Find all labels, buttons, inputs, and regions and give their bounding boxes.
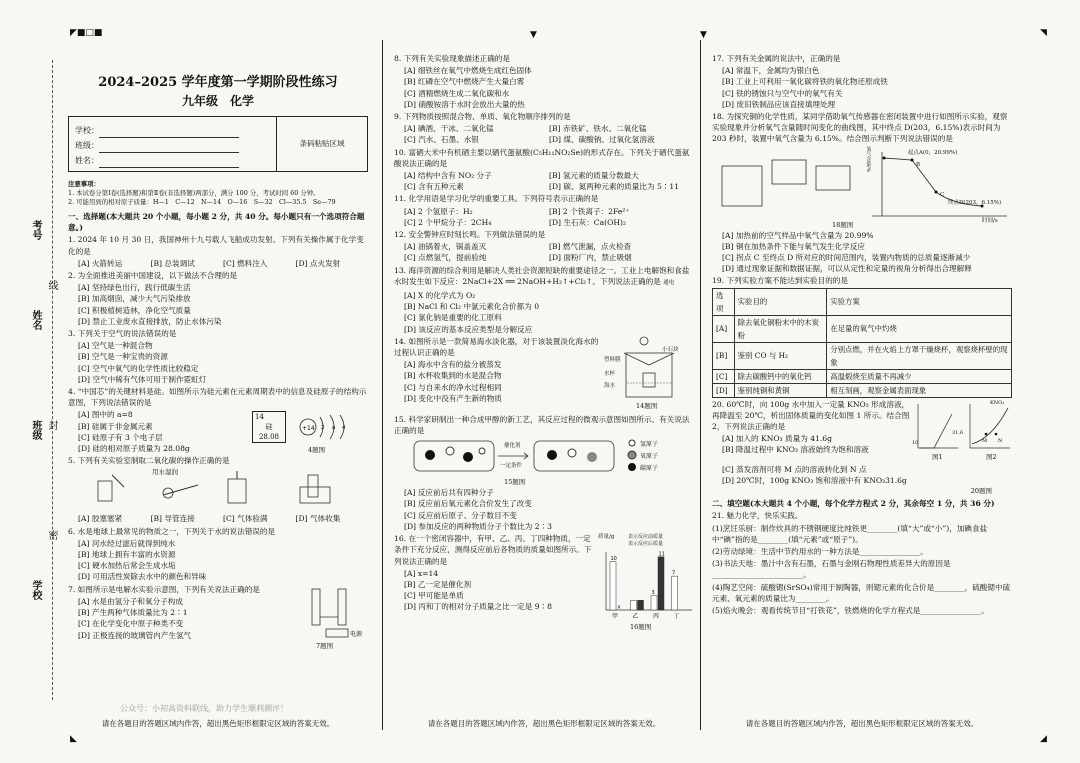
q2-option-a[interactable]: [A] 坚持绿色出行，践行低碳生活 bbox=[78, 283, 191, 293]
q14-figure-caption: 14题图 bbox=[636, 401, 658, 410]
svg-text:4: 4 bbox=[342, 425, 346, 432]
q1-option-c[interactable]: [C] 燃料注入 bbox=[223, 258, 268, 268]
q19-cell: [B] bbox=[713, 342, 735, 369]
q7-option-a[interactable]: [A] 水是由氢分子和氧分子构成 bbox=[78, 596, 183, 606]
q13-option-a[interactable]: [A] X 的化学式为 O₂ bbox=[404, 291, 476, 301]
q17-option-b[interactable]: [B] 工业上可利用一氧化碳将铁的氧化物还原成铁 bbox=[722, 77, 888, 87]
q19-header-plan: 实验方案 bbox=[827, 288, 1012, 315]
q21-part-5[interactable]: (5)焰火晚会：观看传统节目“打铁花”，铁燃烧的化学方程式是________________。 bbox=[712, 606, 989, 616]
desalinator-drawing bbox=[604, 335, 694, 401]
q14-figure bbox=[604, 335, 694, 413]
watermark: 公众号：小初高资料联线，助力学生顺利测评！ bbox=[120, 704, 288, 713]
q15-figure-caption: 15题图 bbox=[504, 478, 526, 487]
q16-figure-caption: 16题图 bbox=[630, 623, 652, 632]
q14-option-a[interactable]: [A] 海水中含有的盐分被蒸发 bbox=[404, 360, 502, 370]
q9-option-c[interactable]: [C] 汽水、石墨、水银 bbox=[404, 135, 479, 145]
q10-option-d[interactable]: [D] 碳、氮两种元素的质量比为 5∶11 bbox=[549, 182, 680, 192]
q16-category-label: 丙 bbox=[653, 613, 660, 621]
q14-block bbox=[394, 335, 694, 413]
legend-carbon: 碳原子 bbox=[640, 465, 659, 473]
q7-option-c[interactable]: [C] 在化学变化中原子种类不变 bbox=[78, 619, 184, 629]
corner-mark: ◣ bbox=[70, 734, 77, 744]
si-mass: 28.08 bbox=[258, 433, 280, 442]
question-14: 14. 如图所示是一款简易海水淡化器，对于该装置淡化海水的过程认识正确的是 bbox=[394, 336, 599, 358]
q3-option-d[interactable]: [D] 空气中稀有气体可用于制作霓虹灯 bbox=[78, 374, 207, 384]
legend-oxygen: 氧原子 bbox=[640, 453, 659, 461]
q5-water-note: 用水湿润 bbox=[152, 468, 178, 477]
q16-legend-before: 表示反应前质量 bbox=[628, 534, 664, 541]
q13-text: 13. 海洋资源的综合利用是解决人类社会资源短缺的重要途径之一。工业上电解饱和食盐水时发生如下反应：2NaCl+2X ══ 2NaOH+H₂↑+Cl₂↑。下列说法正确的是 bbox=[394, 265, 690, 286]
question-11: 11. 化学用语是学习化学的重要工具。下列符号表示正确的是 bbox=[394, 194, 599, 204]
q16-data-label: x bbox=[617, 604, 621, 611]
q16-bar bbox=[658, 557, 664, 610]
q13-option-c[interactable]: [C] 氯化钠是重要的化工原料 bbox=[404, 313, 502, 323]
q4-figure-caption: 4题图 bbox=[308, 446, 326, 455]
corner-mark: ◥ bbox=[1040, 28, 1047, 38]
q11-option-a[interactable]: [A] 2 个氢原子：H₂ bbox=[404, 206, 473, 216]
question-4: 4. “中国芯”的关键材料是硅。如图所示为硅元素在元素周期表中的信息及硅原子的结构示意图，下列说法错误的是 bbox=[68, 387, 367, 408]
q10-option-b[interactable]: [B] 氢元素的质量分数最大 bbox=[549, 171, 639, 181]
q1-option-b[interactable]: [B] 总装调试 bbox=[150, 258, 195, 268]
side-kaohao: 考号 bbox=[30, 220, 41, 240]
q7-block bbox=[68, 583, 368, 650]
q16-chart bbox=[598, 532, 694, 632]
q20-fig2: 图2 bbox=[986, 452, 997, 461]
barcode-area: 条码粘贴区域 bbox=[276, 117, 367, 171]
q18-xlabel: 时间/s bbox=[982, 217, 998, 224]
q5-apparatus-drawings bbox=[68, 467, 368, 505]
q14-film-label: 塑料膜 bbox=[604, 356, 621, 363]
q5-option-b[interactable]: [B] 导管连接 bbox=[150, 514, 195, 524]
q19-cell: 除去碳酸钙中的氧化钙 bbox=[734, 369, 827, 383]
svg-text:2: 2 bbox=[321, 425, 325, 432]
q16-category-label: 乙 bbox=[632, 613, 639, 621]
q3-option-c[interactable]: [C] 空气中氧气的化学性质比较稳定 bbox=[78, 363, 199, 373]
q16-data-label: 10 bbox=[610, 556, 617, 563]
q2-option-c[interactable]: [C] 积极植树造林，净化空气质量 bbox=[78, 305, 191, 315]
q18-option-b[interactable]: [B] 铜在加热条件下能与氧气发生化学反应 bbox=[722, 241, 866, 251]
q14-cup-label: 水杯 bbox=[604, 370, 616, 377]
q19-cell: 高温煅烧至质量不再减少 bbox=[827, 369, 1012, 383]
q16-block bbox=[394, 532, 694, 632]
q20-value-316: 31.6 bbox=[952, 429, 964, 436]
q16-bar bbox=[638, 600, 644, 610]
q19-cell: 除去氧化铜粉末中的木炭粉 bbox=[734, 315, 827, 342]
q5-options bbox=[68, 513, 368, 524]
q6-option-c[interactable]: [C] 硬水加热后常会生成水垢 bbox=[78, 561, 176, 571]
q8-option-c[interactable]: [C] 酒精燃烧生成二氧化碳和水 bbox=[404, 88, 510, 98]
column-3 bbox=[712, 52, 1012, 617]
q20-kno3-label: KNO₃ bbox=[990, 399, 1005, 406]
q18-figure-caption: 18题图 bbox=[832, 220, 854, 229]
note-1: 1. 本试卷分第Ⅰ卷(选择题)和第Ⅱ卷(非选择题)两部分，满分 100 分，考试时间 60 分钟。 bbox=[68, 189, 320, 197]
q16-category-label: 丁 bbox=[673, 613, 680, 621]
q3-option-b[interactable]: [B] 空气是一种宝贵的资源 bbox=[78, 352, 168, 362]
school-field[interactable] bbox=[99, 128, 239, 138]
q3-option-a[interactable]: [A] 空气是一种混合物 bbox=[78, 341, 153, 351]
svg-text:+14: +14 bbox=[302, 425, 315, 433]
question-12: 12. 安全警钟应时刻长鸣。下列做法错误的是 bbox=[394, 230, 546, 240]
question-17: 17. 下列有关金属的说法中，正确的是 bbox=[712, 54, 841, 63]
q18-point-b: B bbox=[916, 161, 921, 168]
question-7: 7. 如图所示是电解水实验示意图，下列有关说法正确的是 bbox=[68, 584, 260, 594]
q20-option-d[interactable]: [D] 20℃时，100g KNO₃ 饱和溶液中有 KNO₃31.6g bbox=[722, 475, 907, 485]
table-row[interactable] bbox=[713, 383, 1012, 397]
question-13 bbox=[394, 265, 694, 289]
q5-option-a[interactable]: [A] 胶塞塞紧 bbox=[78, 514, 123, 524]
school-label: 学校： bbox=[75, 126, 99, 135]
q19-cell: [D] bbox=[713, 383, 735, 397]
q20-option-b[interactable]: [B] 降温过程中 KNO₃ 溶液始终为饱和溶液 bbox=[722, 445, 869, 455]
q18-point-c: C bbox=[940, 191, 945, 198]
question-9: 9. 下列物质按照混合物、单质、氧化物顺序排列的是 bbox=[394, 112, 571, 122]
q7-option-b[interactable]: [B] 产生两种气体质量比为 2∶1 bbox=[78, 608, 188, 618]
question-2: 2. 为全面推进美丽中国建设，以下做法不合理的是 bbox=[68, 271, 238, 281]
q20-value-10: 10 bbox=[912, 439, 919, 446]
q16-axis bbox=[606, 552, 692, 610]
corner-mark: ◤■□■ bbox=[70, 28, 103, 38]
q16-ylabel: 质量/g bbox=[598, 534, 615, 541]
center-mark: ▼ bbox=[700, 30, 707, 40]
section-2-heading: 二、填空题(本大题共 4 个小题，每个化学方程式 2 分，其余每空 1 分，共 36 分) bbox=[712, 499, 995, 509]
q15-option-b[interactable]: [B] 反应前后氧元素化合价发生了改变 bbox=[404, 499, 532, 509]
q6-option-d[interactable]: [D] 可用活性炭除去水中的颜色和异味 bbox=[78, 572, 207, 582]
q9-option-b[interactable]: [B] 赤铁矿、铁水、二氧化锰 bbox=[549, 124, 647, 134]
side-xingming: 姓名 bbox=[30, 310, 41, 330]
footer-col2: 请在各题目的答题区域内作答，超出黑色矩形框限定区域的答案无效。 bbox=[427, 719, 661, 728]
q18-option-a[interactable]: [A] 加热前的空气样品中氧气含量为 20.99% bbox=[722, 230, 874, 240]
q20-point-n: N bbox=[998, 437, 1003, 444]
side-mi: 密 bbox=[46, 530, 57, 540]
q4-option-a[interactable]: [A] 图中的 a=8 bbox=[78, 410, 133, 420]
q5-option-d[interactable]: [D] 气体收集 bbox=[295, 514, 341, 524]
q14-option-b[interactable]: [B] 水杯收集到的水是混合物 bbox=[404, 371, 502, 381]
q12-option-a[interactable]: [A] 油锅着火，锅盖盖灭 bbox=[404, 242, 487, 252]
q14-option-d[interactable]: [D] 变化中没有产生新的物质 bbox=[404, 393, 502, 403]
section-1-heading: 一、选择题(本大题共 20 个小题，每小题 2 分，共 40 分。每小题只有一个选项符合题意。) bbox=[68, 212, 365, 233]
q16-bar bbox=[672, 576, 678, 610]
q16-option-c[interactable]: [C] 甲可能是单质 bbox=[404, 591, 464, 601]
q21-part-3[interactable]: (3)书法天地：墨汁中含有石墨，石墨与金刚石物理性质差异大的原因是________________________。 bbox=[712, 559, 951, 580]
q16-data-label: 11 bbox=[658, 551, 665, 558]
q16-option-b[interactable]: [B] 乙一定是催化剂 bbox=[404, 579, 472, 589]
q16-legend-after: 表示反应后质量 bbox=[628, 541, 664, 548]
q18-point-a: 起点A(0，20.99%) bbox=[908, 149, 958, 156]
q19-table bbox=[712, 288, 1012, 398]
note-2: 2. 可能用到的相对原子质量：H—1 C—12 N—14 O—16 S—32 Cl—35.5 Se—79 bbox=[68, 198, 336, 206]
q17-option-a[interactable]: [A] 常温下，金属均为银白色 bbox=[722, 66, 820, 76]
question-15: 15. 科学家研制出一种合成甲醇的新工艺，其反应过程的微观示意图如图所示。有关说法正确的是 bbox=[394, 414, 690, 436]
q16-data-label: 3 bbox=[651, 590, 655, 597]
q19-cell: 鉴别 CO 与 H₂ bbox=[734, 342, 827, 369]
name-field[interactable] bbox=[99, 158, 239, 168]
side-xian: 线 bbox=[46, 280, 57, 290]
exam-title: 2024–2025 学年度第一学期阶段性练习 bbox=[98, 75, 338, 90]
q20-figure bbox=[912, 398, 1012, 464]
q17-option-d[interactable]: [D] 废旧铁制品应该直接填埋处理 bbox=[722, 99, 836, 109]
side-feng: 封 bbox=[46, 420, 57, 430]
student-info-box bbox=[68, 116, 368, 172]
legend-hydrogen: 氢原子 bbox=[640, 441, 659, 449]
question-3: 3. 下列关于空气的说法错误的是 bbox=[68, 329, 177, 339]
question-5: 5. 下列有关实验室制取二氧化碳的操作正确的是 bbox=[68, 456, 230, 466]
q20-option-a[interactable]: [A] 加入的 KNO₃ 质量为 41.6g bbox=[722, 434, 832, 444]
q16-option-a[interactable]: [A] x=14 bbox=[404, 568, 439, 578]
notes bbox=[68, 180, 368, 207]
q10-option-a[interactable]: [A] 结构中含有 NO₂ 分子 bbox=[404, 171, 492, 181]
q11-option-b[interactable]: [B] 2 个铁离子：2Fe²⁺ bbox=[549, 206, 630, 216]
name-label: 姓名： bbox=[75, 156, 99, 165]
q19-header-option: 选项 bbox=[713, 288, 735, 315]
q16-bar-chart bbox=[598, 546, 694, 622]
corner-mark: ◢ bbox=[1040, 734, 1047, 744]
question-18: 18. 为探究铜的化学性质，某同学借助氧气传感器在密闭装置中进行如图所示实验，观察实验现象并分析氧气含量随时间变化的曲线图，其中终点 D(203，6.15%)表示时间为 203 秒时，装置中氧气含量为 6.15%。结合图示判断下列说法错误的是 bbox=[712, 112, 1008, 144]
question-10: 10. 富硒大米中有机硒主要以硒代蛋氨酸(C₅H₁₁NO₂Se)的形式存在。下列关于硒代蛋氨酸说法正确的是 bbox=[394, 147, 690, 168]
q20-figure-caption: 20题图 bbox=[970, 487, 992, 496]
class-field[interactable] bbox=[99, 143, 239, 153]
q4-figure bbox=[248, 409, 368, 454]
q16-bar bbox=[610, 562, 616, 610]
q19-cell: 分别点燃，并在火焰上方罩干燥烧杯，观察烧杯壁的现象 bbox=[827, 342, 1012, 369]
q12-option-b[interactable]: [B] 燃气泄漏，点火检查 bbox=[549, 242, 632, 252]
q13-condition: 通电 bbox=[663, 279, 675, 286]
q21-part-4[interactable]: (4)陶艺空间：硫酸锶(SrSO₄)常用于制陶器，则锶元素的化合价是________，硫酸锶中硫元素、氧元素的质量比为________。 bbox=[712, 582, 1011, 603]
q20-fig1: 图1 bbox=[932, 452, 943, 461]
q18-point-d: 终点D(203，6.15%) bbox=[948, 199, 1002, 206]
q15-catalyst: 催化剂 bbox=[504, 443, 521, 450]
q13-option-b[interactable]: [B] NaCl 和 Cl₂ 中氯元素化合价都为 0 bbox=[404, 302, 540, 312]
question-1: 1. 2024 年 10 月 30 日，我国神州十九号载人飞船成功发射。下列有关操作属于化学变化的是 bbox=[68, 235, 364, 256]
q21-part-2[interactable]: (2)劳动绿境：生活中节约用水的一种方法是________________。 bbox=[712, 547, 928, 557]
question-21: 21. 魅力化学，快乐实践。 bbox=[712, 511, 803, 521]
table-row[interactable] bbox=[713, 369, 1012, 383]
q15-option-d[interactable]: [D] 参加反应的两种物质分子个数比为 2∶3 bbox=[404, 521, 553, 531]
q2-option-b[interactable]: [B] 加高烟囱，减少大气污染排放 bbox=[78, 294, 191, 304]
q7-figure bbox=[298, 583, 368, 650]
q20-option-c[interactable]: [C] 蒸发溶剂可将 M 点的溶液转化到 N 点 bbox=[722, 464, 867, 474]
side-xuexiao: 学校 bbox=[30, 580, 41, 600]
si-atom-diagram bbox=[296, 409, 356, 445]
q20-point-m: M bbox=[982, 437, 988, 444]
q11-option-c[interactable]: [C] 2 个甲烷分子：2CH₄ bbox=[404, 217, 492, 227]
binding-line bbox=[52, 60, 53, 700]
q12-option-d[interactable]: [D] 面粉厂内，禁止吸烟 bbox=[549, 253, 632, 263]
column-1 bbox=[68, 52, 368, 650]
q15-option-a[interactable]: [A] 反应前后共有四种分子 bbox=[404, 488, 494, 498]
q20-block bbox=[712, 398, 1012, 464]
si-symbol: 硅 bbox=[265, 423, 273, 432]
q16-option-d[interactable]: [D] 丙和丁的相对分子质量之比一定是 9∶8 bbox=[404, 602, 553, 612]
q18-ylabel: 氧气含量/% bbox=[865, 145, 872, 173]
q8-option-b[interactable]: [B] 红磷在空气中燃烧产生大量白雾 bbox=[404, 77, 525, 87]
si-element-card bbox=[252, 411, 286, 443]
q1-option-d[interactable]: [D] 点火发射 bbox=[295, 258, 341, 268]
q5-figures bbox=[68, 467, 368, 513]
q15-condition: 一定条件 bbox=[500, 463, 523, 470]
q14-sea-label: 海水 bbox=[604, 382, 616, 389]
question-8: 8. 下列有关实验现象描述正确的是 bbox=[394, 54, 510, 63]
q16-data-label: 7 bbox=[672, 570, 676, 577]
q15-figure bbox=[394, 437, 694, 487]
notes-title: 注意事项： bbox=[68, 180, 100, 188]
q6-option-b[interactable]: [B] 地球上拥有丰富的水资源 bbox=[78, 550, 176, 560]
q18-option-c[interactable]: [C] 拐点 C 至终点 D 所对应的时间范围内，装置内物质的总质量逐渐减少 bbox=[722, 253, 971, 263]
table-row[interactable] bbox=[713, 315, 1012, 342]
q16-category-label: 甲 bbox=[612, 613, 619, 621]
q4-option-b[interactable]: [B] 硅属于非金属元素 bbox=[78, 421, 153, 431]
q19-header-goal: 实验目的 bbox=[734, 288, 827, 315]
q4-option-d[interactable]: [D] 硅的相对原子质量为 28.08g bbox=[78, 444, 190, 454]
class-label: 班级： bbox=[75, 141, 99, 150]
exam-subtitle: 九年级 化学 bbox=[181, 94, 254, 108]
q12-option-c[interactable]: [C] 点燃氢气，提前验纯 bbox=[404, 253, 487, 263]
q6-option-a[interactable]: [A] 河水经过滤后就得到纯水 bbox=[78, 538, 176, 548]
question-19: 19. 下列实验方案不能达到实验目的的是 bbox=[712, 276, 848, 286]
q11-option-d[interactable]: [D] 生石灰：Ca(OH)₂ bbox=[549, 217, 626, 227]
q14-stone-label: 小石块 bbox=[662, 346, 679, 353]
q2-option-d[interactable]: [D] 禁止工业废水直接排放，防止水体污染 bbox=[78, 316, 222, 326]
q15-option-c[interactable]: [C] 反应前后原子、分子数目不变 bbox=[404, 510, 517, 520]
si-number: 14 bbox=[255, 413, 264, 422]
center-mark: ▼ bbox=[530, 30, 537, 40]
q8-option-a[interactable]: [A] 细铁丝在氧气中燃烧生成红色固体 bbox=[404, 66, 532, 76]
q19-cell: 相互刻画，观察金属表面现象 bbox=[827, 383, 1012, 397]
question-6: 6. 水是地球上最常见的物质之一，下列关于水的说法错误的是 bbox=[68, 526, 276, 536]
q17-option-c[interactable]: [C] 铁的锈蚀只与空气中的氧气有关 bbox=[722, 88, 843, 98]
question-16: 16. 在一个密闭容器中，有甲、乙、丙、丁四种物质，一定条件下充分反应，测得反应前后各物质的质量如图所示。下列说法正确的是 bbox=[394, 534, 592, 566]
question-20: 20. 60℃时，向 100g 水中加入一定量 KNO₃ 形成溶液，再降温至 20℃，析出固体质量的变化如图 1 所示。结合图 2，下列说法正确的是 bbox=[712, 399, 910, 432]
q18-option-d[interactable]: [D] 通过现象证据和数据证据，可以从定性和定量的视角分析得出合理解释 bbox=[722, 264, 972, 274]
q21-part-1[interactable]: (1)烹饪乐厨：制作炊具的不锈钢硬度比纯铁更________(填“大”或“小”)，加碘食盐中“碘”指的是________(填“元素”或“原子”)。 bbox=[712, 523, 988, 544]
q19-cell: [C] bbox=[713, 369, 735, 383]
q7-figure-caption: 7题图 bbox=[316, 641, 334, 650]
q16-bar bbox=[631, 600, 637, 610]
side-banji: 班级 bbox=[30, 420, 41, 440]
column-2 bbox=[394, 52, 694, 632]
footer-col3: 请在各题目的答题区域内作答，超出黑色矩形框限定区域的答案无效。 bbox=[745, 719, 979, 728]
q19-cell: [A] bbox=[713, 315, 735, 342]
q13-option-d[interactable]: [D] 该反应的基本反应类型是分解反应 bbox=[404, 324, 533, 334]
q9-option-a[interactable]: [A] 碘酒、干冰、二氧化锰 bbox=[404, 124, 494, 134]
q1-option-a[interactable]: [A] 火箭转运 bbox=[78, 258, 123, 268]
q1-options bbox=[68, 258, 368, 269]
q9-option-d[interactable]: [D] 煤、碳酸钠、过氧化氢溶液 bbox=[549, 135, 655, 145]
svg-text:a: a bbox=[332, 425, 336, 432]
q4-option-c[interactable]: [C] 硅原子有 3 个电子层 bbox=[78, 432, 163, 442]
q19-cell: 鉴别纯铜和黄铜 bbox=[734, 383, 827, 397]
q4-block bbox=[68, 409, 368, 454]
footer-col1: 请在各题目的答题区域内作答，超出黑色矩形框限定区域的答案无效。 bbox=[101, 719, 335, 728]
column-divider bbox=[382, 40, 383, 730]
table-row[interactable] bbox=[713, 342, 1012, 369]
q16-bar bbox=[651, 596, 657, 611]
q7-power-label: 电源 bbox=[350, 630, 363, 638]
q8-option-d[interactable]: [D] 硝酸铵溶于水时会放出大量的热 bbox=[404, 99, 525, 109]
column-divider bbox=[700, 40, 701, 730]
q18-figure bbox=[712, 146, 1012, 230]
q14-option-c[interactable]: [C] 与自来水的净水过程相同 bbox=[404, 382, 502, 392]
q7-option-d[interactable]: [D] 正极连接的玻璃管内产生氢气 bbox=[78, 630, 192, 640]
q19-cell: 在足量的氧气中灼烧 bbox=[827, 315, 1012, 342]
q10-option-c[interactable]: [C] 含有五种元素 bbox=[404, 182, 464, 192]
q5-option-c[interactable]: [C] 气体验满 bbox=[223, 514, 268, 524]
